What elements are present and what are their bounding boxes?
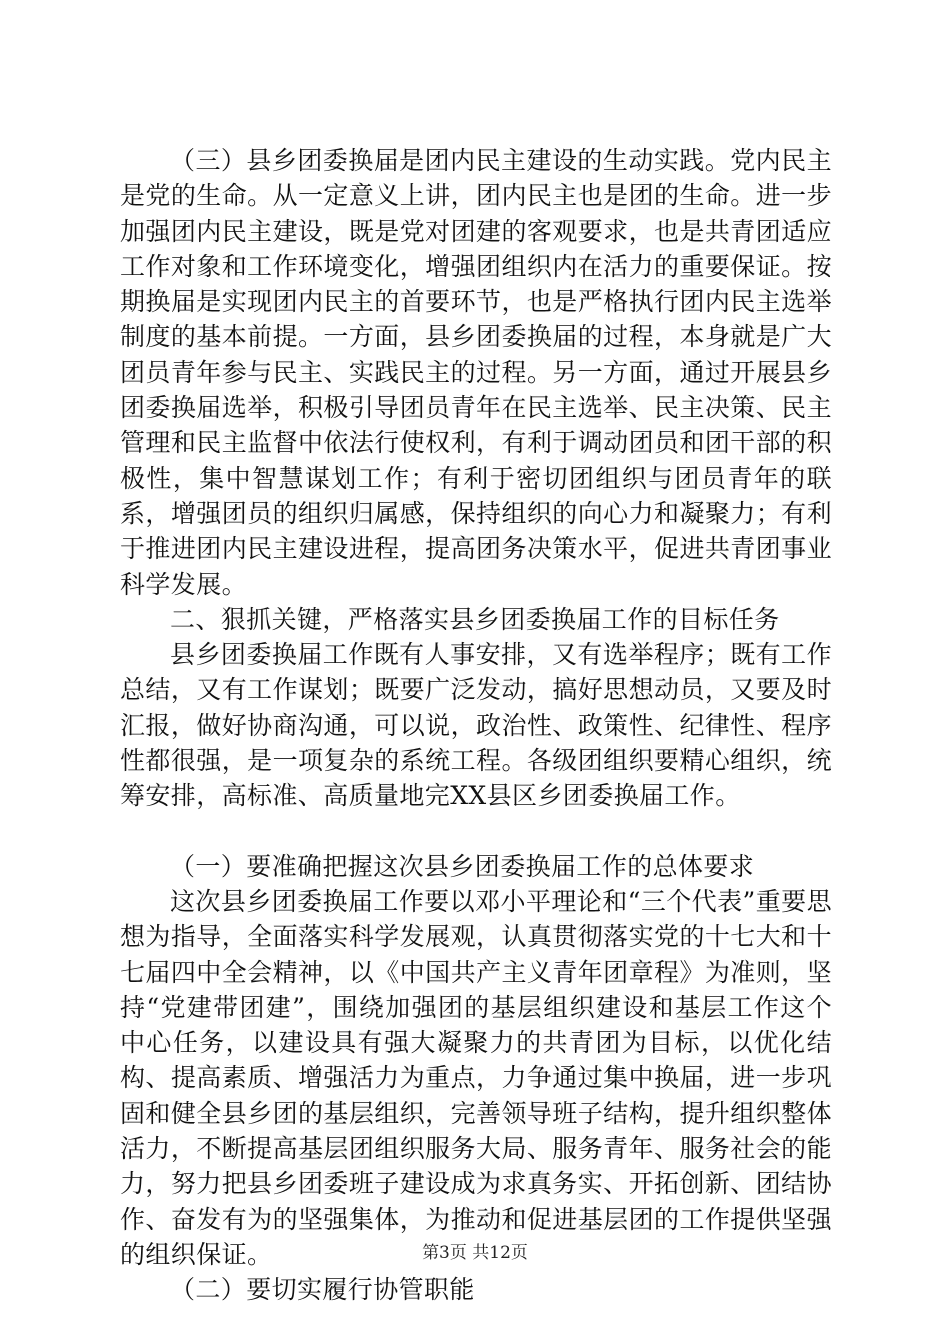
document-body <box>120 143 832 1308</box>
page-footer: 第3页 共12页 <box>422 1243 528 1263</box>
section-heading-key-tasks: 二、狠抓关键，严格落实县乡团委换届工作的目标任务 <box>170 604 780 634</box>
paragraph-election-work: 县乡团委换届工作既有人事安排，又有选举程序；既有工作总结，又有工作谋划；既要广泛发动，搞好思想动员，又要及时汇报，做好协商沟通，可以说，政治性、政策性、纪律性、程序性都很强，是一项复杂的系统工程。各级团组织要精心组织，统筹安排，高标准、高质量地完XX县区乡团委换届工作。 <box>120 640 832 811</box>
subheading-coordination-duties: （二）要切实履行协管职能 <box>170 1275 475 1305</box>
paragraph-guiding-principles: 这次县乡团委换届工作要以邓小平理论和“三个代表”重要思想为指导，全面落实科学发展观，认真贯彻落实党的十七大和十七届四中全会精神，以《中国共产主义青年团章程》为准则，坚持“党建带团建”，围绕加强团的基层组织建设和基层工作这个中心任务，以建设具有强大凝聚力的共青团为目标，以优化结构、提高素质、增强活力为重点，力争通过集中换届，进一步巩固和健全县乡团的基层组织，完善领导班子结构，提升组织整体活力，不断提高基层团组织服务大局、服务青年、服务社会的能力，努力把县乡团委班子建设成为求真务实、开拓创新、团结协作、奋发有为的坚强集体，为推动和促进基层团的工作提供坚强的组织保证。 <box>120 886 832 1269</box>
paragraph-spacer <box>120 814 832 849</box>
subheading-general-requirements: （一）要准确把握这次县乡团委换届工作的总体要求 <box>170 851 755 881</box>
paragraph-democracy-practice: （三）县乡团委换届是团内民主建设的生动实践。党内民主是党的生命。从一定意义上讲，团内民主也是团的生命。进一步加强团内民主建设，既是党对团建的客观要求，也是共青团适应工作对象和工作环境变化，增强团组织内在活力的重要保证。按期换届是实现团内民主的首要环节，也是严格执行团内民主选举制度的基本前提。一方面，县乡团委换届的过程，本身就是广大团员青年参与民主、实践民主的过程。另一方面，通过开展县乡团委换届选举，积极引导团员青年在民主选举、民主决策、民主管理和民主监督中依法行使权利，有利于调动团员和团干部的积极性，集中智慧谋划工作；有利于密切团组织与团员青年的联系，增强团员的组织归属感，保持组织的向心力和凝聚力；有利于推进团内民主建设进程，提高团务决策水平，促进共青团事业科学发展。 <box>120 146 832 599</box>
